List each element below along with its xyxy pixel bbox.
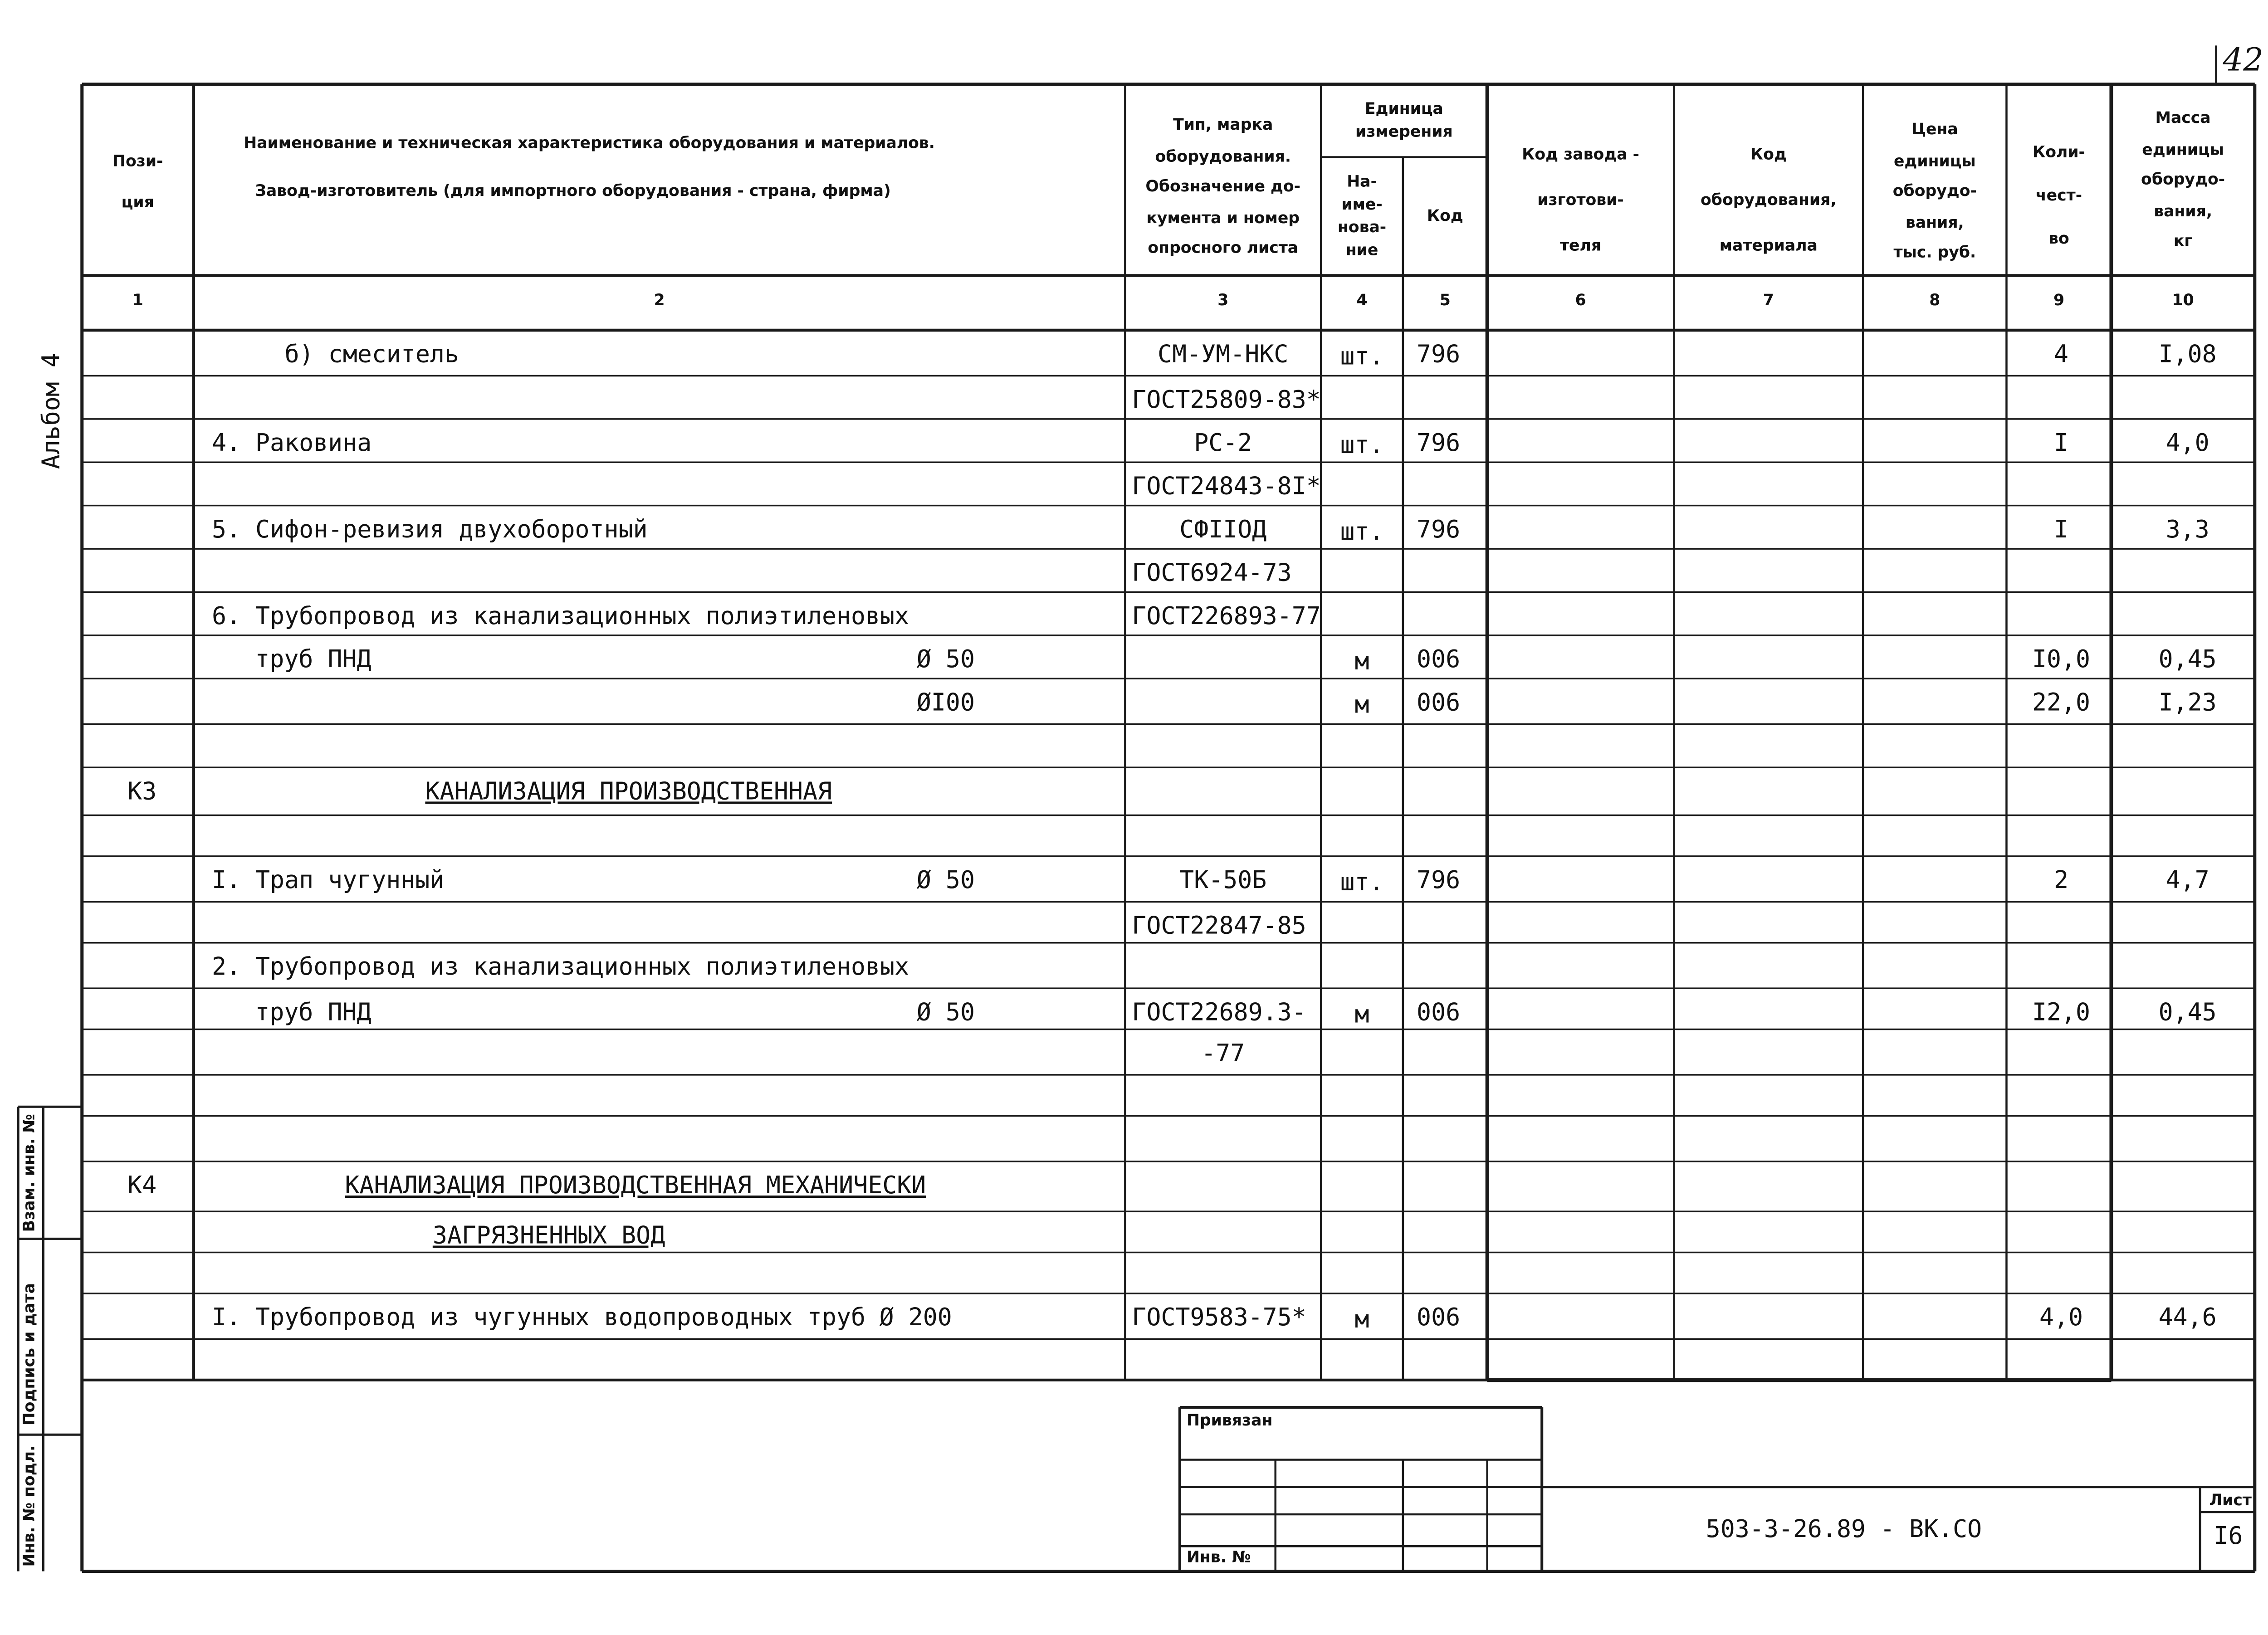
item-diameter: Ø 50 — [916, 868, 975, 895]
title-privyazan: Привязан — [1186, 1412, 1273, 1430]
stamp-podpis-data: Подпись и дата — [20, 1283, 39, 1426]
header-unit-group: Единица измерения — [1355, 100, 1453, 142]
header-unit-code: Код — [1427, 207, 1463, 226]
item-mass: I,23 — [2158, 690, 2217, 717]
item-name: 4. Раковина — [211, 430, 372, 458]
item-unit-code: 006 — [1417, 690, 1461, 717]
header-plant-code: Код завода - изготови- теля — [1522, 146, 1640, 255]
item-document: ГОСТ22689.3- — [1132, 1000, 1306, 1027]
item-diameter: ØI00 — [916, 690, 975, 717]
item-document: ГОСТ24843-8I* — [1132, 473, 1321, 501]
item-quantity: I — [2053, 430, 2069, 458]
column-number-6: 6 — [1575, 291, 1586, 310]
header-position: Пози- ция — [112, 152, 163, 212]
item-unit-code: 796 — [1417, 868, 1461, 895]
column-number-2: 2 — [654, 291, 665, 310]
item-diameter: Ø 50 — [916, 1000, 975, 1027]
item-quantity: I0,0 — [2032, 646, 2091, 674]
item-mass: 0,45 — [2158, 646, 2217, 674]
column-number-9: 9 — [2053, 291, 2065, 310]
item-unit: шт. — [1340, 344, 1384, 371]
stamp-inv-podl: Инв. № подл. — [20, 1445, 39, 1567]
section-heading: КАНАЛИЗАЦИЯ ПРОИЗВОДСТВЕННАЯ МЕХАНИЧЕСКИ — [345, 1172, 926, 1201]
item-name: I. Трубопровод из чугунных водопроводных труб — [211, 1305, 866, 1332]
column-number-4: 4 — [1356, 291, 1368, 310]
item-document: -77 — [1201, 1040, 1245, 1068]
column-number-7: 7 — [1763, 291, 1774, 310]
item-quantity: 22,0 — [2032, 690, 2091, 717]
header-equipment-code: Код оборудования, материала — [1701, 146, 1837, 255]
item-quantity: 4 — [2053, 342, 2069, 369]
item-unit-code: 796 — [1417, 342, 1461, 369]
section-heading: ЗАГРЯЗНЕННЫХ ВОД — [432, 1223, 665, 1250]
item-unit: м — [1354, 1002, 1369, 1030]
column-number-3: 3 — [1217, 291, 1229, 310]
item-unit: м — [1354, 1307, 1369, 1335]
document-code: 503-3-26.89 - ВК.СО — [1706, 1516, 1982, 1544]
item-name: б) смеситель — [284, 342, 459, 369]
item-name: 2. Трубопровод из канализационных полиэтиленовых — [211, 954, 909, 982]
item-quantity: 4,0 — [2039, 1305, 2083, 1332]
item-mass: 44,6 — [2158, 1305, 2217, 1332]
item-document: ГОСТ6924-73 — [1132, 560, 1292, 588]
item-unit-code: 006 — [1417, 646, 1461, 674]
header-quantity: Коли- чест- во — [2032, 143, 2085, 249]
page-number: 42 — [2223, 43, 2264, 80]
item-name: 5. Сифон-ревизия двухоборотный — [211, 517, 648, 545]
header-name-line1: Наименование и техническая характеристика оборудования и материалов. — [244, 134, 935, 153]
item-mass: I,08 — [2158, 342, 2217, 369]
header-unit-price: Цена единицы оборудо- вания, тыс. руб. — [1892, 121, 1977, 262]
item-diameter: Ø 50 — [916, 646, 975, 674]
item-unit: шт. — [1340, 432, 1384, 460]
item-unit-code: 006 — [1417, 1305, 1461, 1332]
item-mass: 4,0 — [2165, 430, 2209, 458]
item-document: ГОСТ22847-85 — [1132, 913, 1306, 941]
column-number-10: 10 — [2172, 291, 2194, 310]
sheet-label: Лист — [2209, 1491, 2252, 1510]
column-number-5: 5 — [1439, 291, 1451, 310]
item-unit: м — [1354, 692, 1369, 720]
header-unit-name: На- име- нова- ние — [1337, 173, 1387, 260]
row-position: К3 — [127, 779, 157, 806]
title-inv-no: Инв. № — [1186, 1548, 1251, 1567]
item-diameter: Ø 200 — [879, 1305, 952, 1332]
section-heading: КАНАЛИЗАЦИЯ ПРОИЗВОДСТВЕННАЯ — [425, 779, 832, 806]
item-document: РС-2 — [1194, 430, 1252, 458]
column-number-1: 1 — [132, 291, 143, 310]
stamp-vzam-inv: Взам. инв. № — [20, 1114, 39, 1232]
item-unit: шт. — [1340, 519, 1384, 547]
item-mass: 4,7 — [2165, 868, 2209, 895]
item-unit: м — [1354, 649, 1369, 677]
item-document: СФIIОД — [1179, 517, 1267, 545]
item-name: труб ПНД — [255, 1000, 371, 1027]
item-document: СМ-УМ-НКС — [1158, 342, 1289, 369]
item-name: 6. Трубопровод из канализационных полиэтиленовых — [211, 603, 909, 631]
item-document: ТК-50Б — [1179, 868, 1267, 895]
item-document: ГОСТ226893-77 — [1132, 603, 1321, 631]
item-name: I. Трап чугунный — [211, 868, 445, 895]
item-mass: 0,45 — [2158, 1000, 2217, 1027]
item-unit-code: 796 — [1417, 430, 1461, 458]
item-name: труб ПНД — [255, 646, 371, 674]
column-number-8: 8 — [1929, 291, 1941, 310]
item-document: ГОСТ25809-83* — [1132, 387, 1321, 415]
item-unit-code: 006 — [1417, 1000, 1461, 1027]
item-unit-code: 796 — [1417, 517, 1461, 545]
item-quantity: I2,0 — [2032, 1000, 2091, 1027]
item-quantity: 2 — [2053, 868, 2069, 895]
album-label: Альбом 4 — [39, 353, 66, 469]
header-name-line2: Завод-изготовитель (для импортного оборудования - страна, фирма) — [255, 182, 891, 200]
item-document: ГОСТ9583-75* — [1132, 1305, 1306, 1332]
item-mass: 3,3 — [2165, 517, 2209, 545]
header-unit-mass: Масса единицы оборудо- вания, кг — [2141, 109, 2225, 251]
sheet-number: I6 — [2214, 1523, 2243, 1551]
row-position: К4 — [127, 1172, 157, 1201]
header-type-mark: Тип, марка оборудования. Обозначение до- кумента и номер опросного листа — [1145, 116, 1301, 258]
item-unit: шт. — [1340, 870, 1384, 898]
item-quantity: I — [2053, 517, 2069, 545]
